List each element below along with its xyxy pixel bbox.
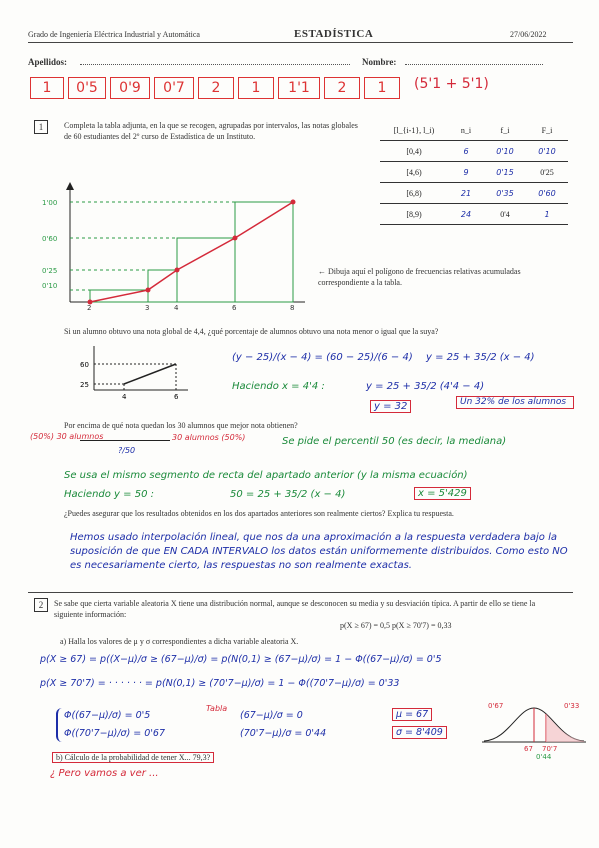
table-cell: [8,9) [380, 204, 448, 225]
normal-curve [478, 700, 590, 760]
q1-statement: Completa la tabla adjunta, en la que se recogen, agrupadas por intervalos, las notas globales de 60 estudiantes del 2º curso de Estadística de un Instituto. [64, 121, 358, 141]
grade-cell: 1 [364, 77, 400, 99]
table-row [380, 204, 568, 225]
q2-given: p(X ≥ 67) = 0,5 p(X ≥ 70'7) = 0,33 [340, 621, 452, 630]
exam-date: 27/06/2022 [510, 30, 547, 39]
grade-cell: 0'5 [68, 77, 106, 99]
q1b-line3-label: Haciendo y = 50 : [64, 489, 154, 500]
curve-label: 67 [524, 745, 533, 753]
table-row [380, 183, 568, 204]
question-number: 1 [34, 120, 48, 134]
q1c-statement: ¿Puedes asegurar que los resultados obtenidos en los dos apartados anteriores son realmente ciertos? Explica tu respuesta. [64, 509, 454, 518]
curve-label: 0'67 [488, 702, 504, 710]
table-cell: 0'25 [526, 162, 568, 183]
name-field [405, 64, 543, 65]
table-header: [l_{i-1}, l_i) [380, 120, 448, 141]
table-cell: 0'15 [484, 162, 526, 183]
q2b-statement: b) Cálculo de la probabilidad de tener X... 79,3? [52, 752, 214, 763]
surname-field [80, 64, 350, 65]
ogive-points [88, 200, 296, 305]
x-tick-label: 4 [174, 304, 179, 310]
subject-title: ESTADÍSTICA [294, 28, 374, 40]
x-tick-label: 2 [87, 304, 92, 310]
polygon-note: ← Dibuja aquí el polígono de frecuencias relativas acumuladas correspondiente a la tabla. [318, 267, 521, 287]
q1b-scale: ?/50 [118, 446, 136, 455]
q2-tail-note: ¿ Pero vamos a ver ... [50, 768, 159, 779]
q1b-statement: Por encima de qué nota quedan los 30 alumnos que mejor nota obtienen? [64, 421, 298, 430]
grade-cell: 2 [324, 77, 360, 99]
y-tick-label: 0'60 [42, 235, 58, 243]
grade-cell: 1'1 [278, 77, 320, 99]
system-brace [56, 708, 62, 742]
q1b-line2: Se usa el mismo segmento de recta del apartado anterior (y la misma ecuación) [64, 470, 468, 481]
q1a-statement: Si un alumno obtuvo una nota global de 4,4, ¿qué porcentaje de alumnos obtuvo una nota menor o igual que la suya? [64, 327, 439, 336]
grade-cell: 0'9 [110, 77, 150, 99]
ogive-line [90, 202, 293, 302]
x-tick-label: 4 [122, 393, 127, 400]
grade-cell: 2 [198, 77, 234, 99]
x-tick-label: 6 [232, 304, 237, 310]
q2-line1: p(X ≥ 67) = p((X−μ)/σ ≥ (67−μ)/σ) = p(N(0,1) ≥ (67−μ)/σ) = 1 − Φ((67−μ)/σ) = 0'5 [40, 654, 442, 665]
segment-graph [80, 344, 190, 400]
table-header: F_i [526, 120, 568, 141]
grade-total: (5'1 + 5'1) [414, 76, 489, 92]
y-arrow-icon [66, 182, 74, 190]
table-cell: 0'4 [484, 204, 526, 225]
header-rule [28, 42, 573, 43]
q1b-result: x = 5'429 [414, 487, 471, 500]
q2a-statement: a) Halla los valores de μ y σ correspondientes a dicha variable aleatoria X. [60, 637, 299, 646]
table-cell: 0'10 [526, 141, 568, 162]
histogram-bars [90, 202, 293, 302]
q1b-line1: Se pide el percentil 50 (es decir, la mediana) [282, 436, 507, 447]
q1a-eq4: y = 25 + 35/2 (4'4 − 4) [366, 381, 485, 392]
grade-cell: 1 [30, 77, 64, 99]
table-cell: 9 [448, 162, 484, 183]
q1b-note-right: 30 alumnos (50%) [172, 433, 246, 442]
table-cell: 6 [448, 141, 484, 162]
curve-label: 0'44 [536, 753, 552, 760]
table-cell: 1 [526, 204, 568, 225]
y-tick-label: 0'25 [42, 267, 58, 275]
name-label: Nombre: [362, 57, 397, 67]
table-header: f_i [484, 120, 526, 141]
y-tick-label: 25 [80, 381, 89, 389]
grade-cell: 0'7 [154, 77, 194, 99]
question-number: 2 [34, 598, 48, 612]
q1a-eq3: Haciendo x = 4'4 : [232, 381, 325, 392]
q1a-eq1: (y − 25)/(x − 4) = (60 − 25)/(6 − 4) [232, 352, 413, 363]
x-tick-label: 8 [290, 304, 295, 310]
q2-eqs2: (70'7−μ)/σ = 0'44 [240, 728, 327, 739]
q1b-scale-line [80, 440, 170, 441]
q1b-note-left: (50%) 30 alumnos [30, 432, 104, 441]
table-row [380, 141, 568, 162]
table-header: n_i [448, 120, 484, 141]
q2-sys2: Φ((70'7−μ)/σ) = 0'67 [64, 728, 166, 739]
table-cell: [4,6) [380, 162, 448, 183]
table-cell: 24 [448, 204, 484, 225]
curve-label: 70'7 [542, 745, 558, 753]
q2-sys1: Φ((67−μ)/σ) = 0'5 [64, 710, 151, 721]
q1a-result: y = 32 [370, 400, 411, 413]
q2-sigma: σ = 8'409 [392, 726, 447, 739]
y-tick-label: 1'00 [42, 199, 58, 207]
q1b-line3-eq: 50 = 25 + 35/2 (x − 4) [230, 489, 346, 500]
y-tick-label: 60 [80, 361, 89, 369]
q2-mu: μ = 67 [392, 708, 432, 721]
table-cell: 0'35 [484, 183, 526, 204]
q2-statement: Se sabe que cierta variable aleatoria X tiene una distribución normal, aunque se desconocen su media y su desviación típica. A partir de ello se tiene la siguiente información: [54, 599, 536, 619]
y-tick-label: 0'10 [42, 282, 58, 290]
table-cell: 0'10 [484, 141, 526, 162]
ogive-graph [40, 180, 310, 310]
table-cell: [6,8) [380, 183, 448, 204]
table-note: Tabla [206, 704, 228, 713]
curve-label: 0'33 [564, 702, 580, 710]
x-tick-label: 3 [145, 304, 150, 310]
table-row [380, 162, 568, 183]
table-cell: 0'60 [526, 183, 568, 204]
q1c-answer: Hemos usado interpolación lineal, que nos da una aproximación a la respuesta verdadera bajo la suposición de que EN CADA INTERVALO los datos están uniformemente distribuidos. Como esto NO es necesariamente cierto, las respuestas no son realmente exactas. [70, 532, 568, 571]
course-name: Grado de Ingeniería Eléctrica Industrial y Automática [28, 30, 200, 39]
guide-lines [70, 202, 235, 290]
table-cell: [0,4) [380, 141, 448, 162]
q2-line2: p(X ≥ 70'7) = · · · · · · = p(N(0,1) ≥ (70'7−μ)/σ) = 1 − Φ((70'7−μ)/σ) = 0'33 [40, 678, 400, 689]
table-cell: 21 [448, 183, 484, 204]
surname-label: Apellidos: [28, 57, 68, 67]
q1a-answer: Un 32% de los alumnos [456, 396, 574, 409]
x-tick-label: 6 [174, 393, 179, 400]
grade-cell: 1 [238, 77, 274, 99]
q2-eqs1: (67−μ)/σ = 0 [240, 710, 303, 721]
section-divider [28, 592, 573, 593]
q1a-eq2: y = 25 + 35/2 (x − 4) [426, 352, 535, 363]
frequency-table [380, 120, 568, 225]
